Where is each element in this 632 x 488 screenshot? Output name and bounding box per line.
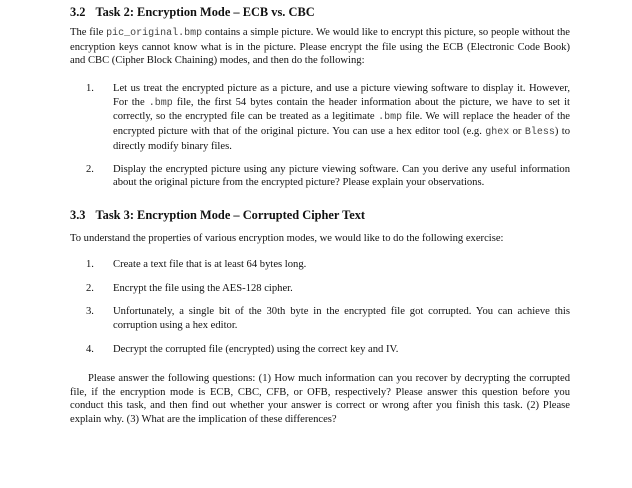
section-title: Task 2: Encryption Mode – ECB vs. CBC <box>95 5 315 19</box>
text-run: contains a simple picture. We would like to encrypt this picture, so people without the encryption keys cannot know what is in the picture. Please encrypt the file using the ECB (Electronic Code Book) and CBC (Cipher Block Chaining) modes, and then do the following: <box>70 27 570 67</box>
code-run: ghex <box>485 127 510 139</box>
list-marker: 2. <box>86 282 94 294</box>
section-heading-task2 <box>70 5 315 19</box>
filename-code: pic_original.bmp <box>106 28 203 39</box>
list-marker: 4. <box>86 343 94 355</box>
section-title: Task 3: Encryption Mode – Corrupted Cipher Text <box>95 208 366 222</box>
text-run: Decrypt the corrupted file (encrypted) using the correct key and IV. <box>113 343 399 355</box>
task2-list <box>70 82 570 190</box>
list-marker: 1. <box>86 83 94 94</box>
list-item <box>86 343 570 357</box>
code-run: .bmp <box>148 97 173 109</box>
list-item <box>86 282 570 296</box>
task3-intro: To understand the properties of various encryption modes, we would like to do the following exercise: <box>70 233 504 244</box>
text-run: The file <box>70 27 107 38</box>
list-marker: 2. <box>86 163 94 175</box>
task2-intro <box>70 26 570 68</box>
list-item <box>86 82 570 154</box>
code-run: .bmp <box>378 112 403 124</box>
text-run: Let us treat the encrypted picture as a picture, and use a picture viewing software to display it. However, For the <box>113 83 570 108</box>
section-number: 3.2 <box>70 5 86 19</box>
text-run: Encrypt the file using the AES-128 cipher. <box>113 282 293 294</box>
section-number: 3.3 <box>70 208 86 222</box>
section-heading-task3 <box>70 208 365 222</box>
list-item <box>86 163 570 190</box>
text-run: or <box>509 126 525 138</box>
list-item <box>86 258 570 272</box>
text-run: file. We will replace the header of the encrypted picture with that of the original picture. You can use a hex editor tool (e.g. <box>113 111 570 138</box>
text-run: Unfortunately, a single bit of the 30th byte in the encrypted file got corrupted. You can achieve this corruption using a hex editor. <box>113 306 570 332</box>
list-marker: 3. <box>86 306 94 318</box>
list-item <box>86 305 570 332</box>
code-run: Bless <box>524 127 555 139</box>
text-run: ) to directly modify binary files. <box>113 126 570 152</box>
text-run: file, the first 54 bytes contain the header information about the picture, we have to set it correctly, so the encrypted file can be treated as a legitimate <box>113 96 570 123</box>
task3-questions: Please answer the following questions: (1) How much information can you recover by decrypting the corrupted file, if the encryption mode is ECB, CBC, CFB, or OFB, respectively? Please answer this question before you conduct this task, and then find out whether your answer is correct or wrong after you finish this task. (2) Please explain why. (3) What are the implication of these differences? <box>70 373 570 426</box>
list-marker: 1. <box>86 259 94 270</box>
task3-list <box>70 258 570 357</box>
text-run: Display the encrypted picture using any picture viewing software. Can you derive any useful information about the original picture from the encrypted picture? Please explain your observations. <box>113 163 570 189</box>
text-run: Create a text file that is at least 64 bytes long. <box>113 259 307 270</box>
